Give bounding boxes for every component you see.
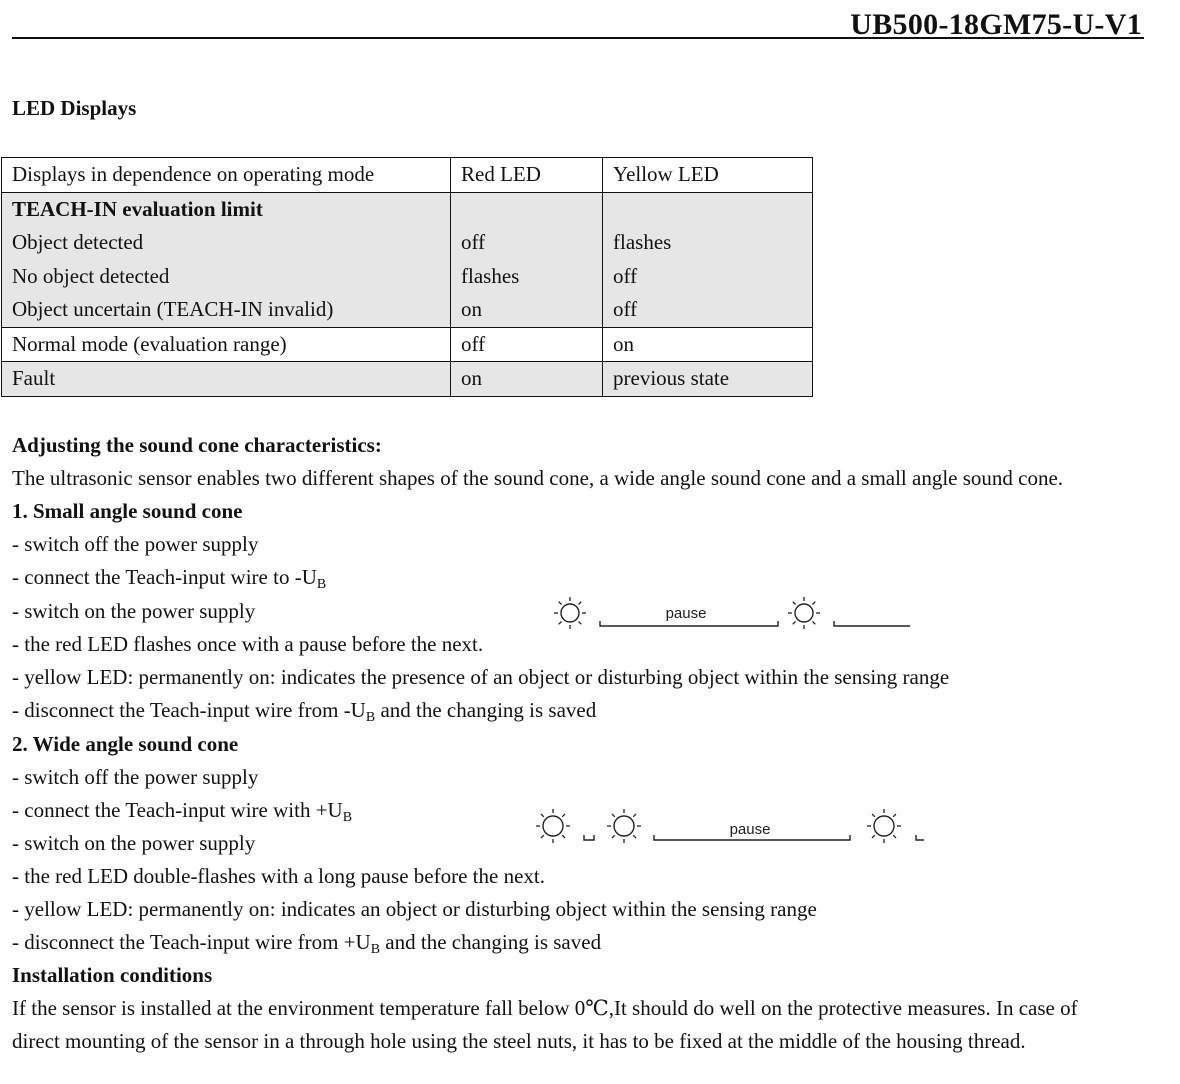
row-mode: No object detected <box>12 263 170 288</box>
led-display-table <box>1 157 813 397</box>
installation-text-line: If the sensor is installed at the environment temperature fall below 0℃,It should do well on the protective measures. In case of <box>12 996 1078 1020</box>
row-mode: Object detected <box>12 230 144 254</box>
empty-line <box>613 193 802 227</box>
table-cell <box>451 362 603 397</box>
single-flash-diagram <box>548 594 918 634</box>
table-cell <box>603 362 813 397</box>
led-displays-heading: LED Displays <box>12 96 137 120</box>
row-yellow: off <box>613 263 638 288</box>
led-flash-icon <box>536 809 570 843</box>
document-model-title: UB500-18GM75-U-V1 <box>850 8 1142 41</box>
subscript: B <box>365 710 376 725</box>
column-header-mode: Displays in dependence on operating mode <box>12 162 375 186</box>
wide-cone-step <box>12 798 352 823</box>
installation-heading: Installation conditions <box>12 963 213 987</box>
table-row-fault <box>2 362 813 397</box>
wide-cone-step: - yellow LED: permanently on: indicates an object or disturbing object within the sensing range <box>12 897 817 921</box>
wide-cone-step: - switch off the power supply <box>12 765 259 789</box>
wide-cone-heading: 2. Wide angle sound cone <box>12 732 239 756</box>
teach-in-group-title: TEACH-IN evaluation limit <box>12 196 263 221</box>
small-cone-step: - switch on the power supply <box>12 599 256 623</box>
row-red: off <box>461 230 486 254</box>
step-text: - connect the Teach-input wire to -U <box>12 565 317 589</box>
step-text: - connect the Teach-input wire with +U <box>12 798 343 822</box>
step-text: and the changing is saved <box>375 698 597 722</box>
table-cell <box>603 327 813 362</box>
empty-line <box>461 193 592 227</box>
subscript: B <box>370 942 381 957</box>
table-cell <box>451 327 603 362</box>
row-yellow: flashes <box>613 230 672 254</box>
wide-cone-step <box>12 930 601 955</box>
sound-cone-intro: The ultrasonic sensor enables two different shapes of the sound cone, a wide angle sound cone and a small angle sound cone. <box>12 466 1064 490</box>
row-red: flashes <box>461 263 520 288</box>
step-text: - disconnect the Teach-input wire from +U <box>12 930 371 954</box>
small-cone-step: - yellow LED: permanently on: indicates the presence of an object or disturbing object within the sensing range <box>12 665 950 689</box>
led-flash-icon <box>788 597 820 629</box>
table-cell <box>451 192 603 327</box>
table-header-cell <box>603 158 813 193</box>
row-yellow: off <box>613 297 638 321</box>
table-cell <box>603 192 813 327</box>
row-mode: Object uncertain (TEACH-IN invalid) <box>12 297 334 321</box>
pause-label: pause <box>665 605 707 622</box>
header-rule <box>12 37 1144 39</box>
small-cone-step: - switch off the power supply <box>12 532 259 556</box>
small-cone-step: - the red LED flashes once with a pause before the next. <box>12 632 484 656</box>
table-cell <box>2 362 451 397</box>
step-text: - disconnect the Teach-input wire from -U <box>12 698 366 722</box>
row-red: on <box>461 366 482 390</box>
sound-cone-heading: Adjusting the sound cone characteristics: <box>12 433 382 457</box>
led-flash-icon <box>554 597 586 629</box>
table-header-cell <box>451 158 603 193</box>
table-cell <box>2 327 451 362</box>
row-yellow: on <box>613 331 634 356</box>
row-mode: Normal mode (evaluation range) <box>12 331 287 356</box>
row-yellow: previous state <box>613 366 730 390</box>
column-header-red: Red LED <box>461 162 541 186</box>
table-header-cell <box>2 158 451 193</box>
row-mode: Fault <box>12 366 56 390</box>
wide-cone-step: - switch on the power supply <box>12 831 256 855</box>
small-cone-heading: 1. Small angle sound cone <box>12 499 243 523</box>
table-cell <box>2 192 451 327</box>
wide-cone-step: - the red LED double-flashes with a long pause before the next. <box>12 864 545 888</box>
small-cone-step <box>12 565 326 590</box>
row-red: on <box>461 297 482 321</box>
table-row-teach-in <box>2 192 813 327</box>
installation-text-line: direct mounting of the sensor in a through hole using the steel nuts, it has to be fixed at the middle of the housing thread. <box>12 1029 1026 1053</box>
row-red: off <box>461 331 486 356</box>
step-text: and the changing is saved <box>380 930 602 954</box>
pause-label: pause <box>729 821 771 838</box>
table-header-row <box>2 158 813 193</box>
table-row-normal-mode <box>2 327 813 362</box>
double-flash-diagram <box>530 806 930 850</box>
column-header-yellow: Yellow LED <box>613 162 719 186</box>
led-flash-icon <box>867 809 901 843</box>
small-cone-step <box>12 698 596 723</box>
subscript: B <box>342 810 353 825</box>
subscript: B <box>316 577 327 592</box>
led-flash-icon <box>607 809 641 843</box>
